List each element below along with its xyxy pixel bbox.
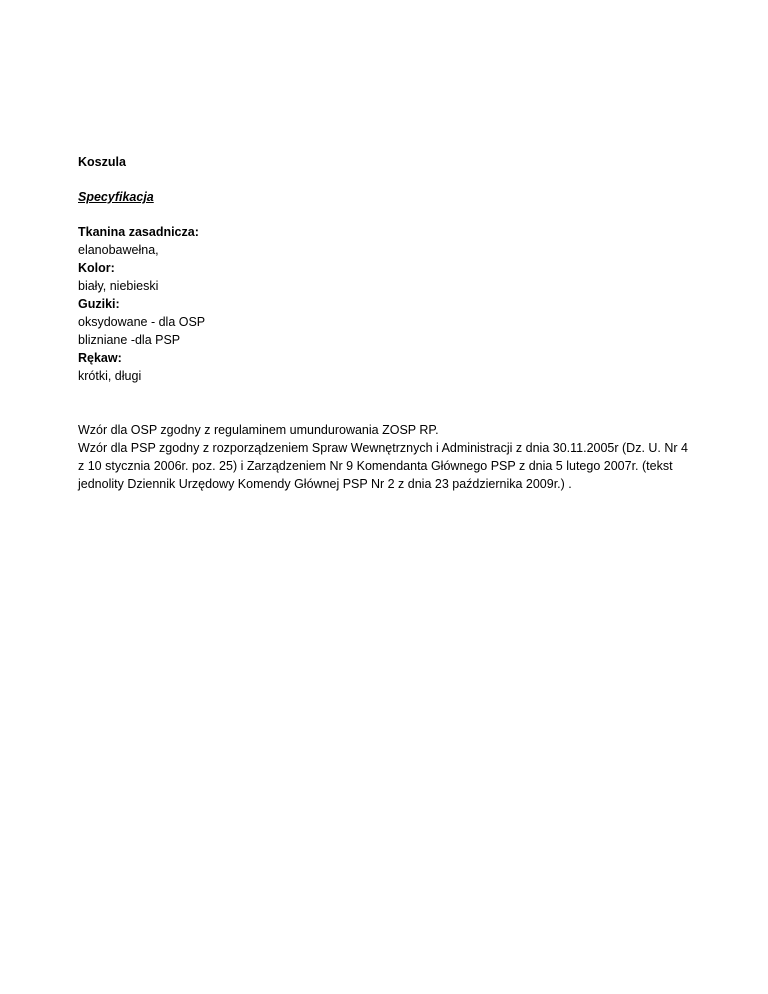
spec-heading: Specyfikacja	[78, 190, 154, 204]
document-title: Koszula	[78, 155, 126, 169]
field-label-fabric: Tkanina zasadnicza:	[78, 225, 199, 239]
field-value-buttons-psp: blizniane -dla PSP	[78, 333, 181, 347]
spec-fields	[78, 223, 688, 385]
note-psp: Wzór dla PSP zgodny z rozporządzeniem Spraw Wewnętrznych i Administracji z dnia 30.11.2005r (Dz. U. Nr 4 z 10 stycznia 2006r. poz. 25) i Zarządzeniem Nr 9 Komendanta Głównego PSP z dnia 5 lutego 2007r. (tekst jednolity Dziennik Urzędowy Komendy Głównej PSP Nr 2 z dnia 23 października 2009r.) .	[78, 441, 688, 491]
note-osp: Wzór dla OSP zgodny z regulaminem umundurowania ZOSP RP.	[78, 423, 439, 437]
field-label-sleeve: Rękaw:	[78, 351, 122, 365]
field-label-buttons: Guziki:	[78, 297, 120, 311]
field-value-color: biały, niebieski	[78, 279, 159, 293]
field-value-sleeve: krótki, długi	[78, 369, 142, 383]
field-value-buttons-osp: oksydowane - dla OSP	[78, 315, 206, 329]
notes-section	[78, 421, 688, 493]
document-page	[78, 153, 688, 493]
field-value-fabric: elanobawełna,	[78, 243, 159, 257]
field-label-color: Kolor:	[78, 261, 115, 275]
